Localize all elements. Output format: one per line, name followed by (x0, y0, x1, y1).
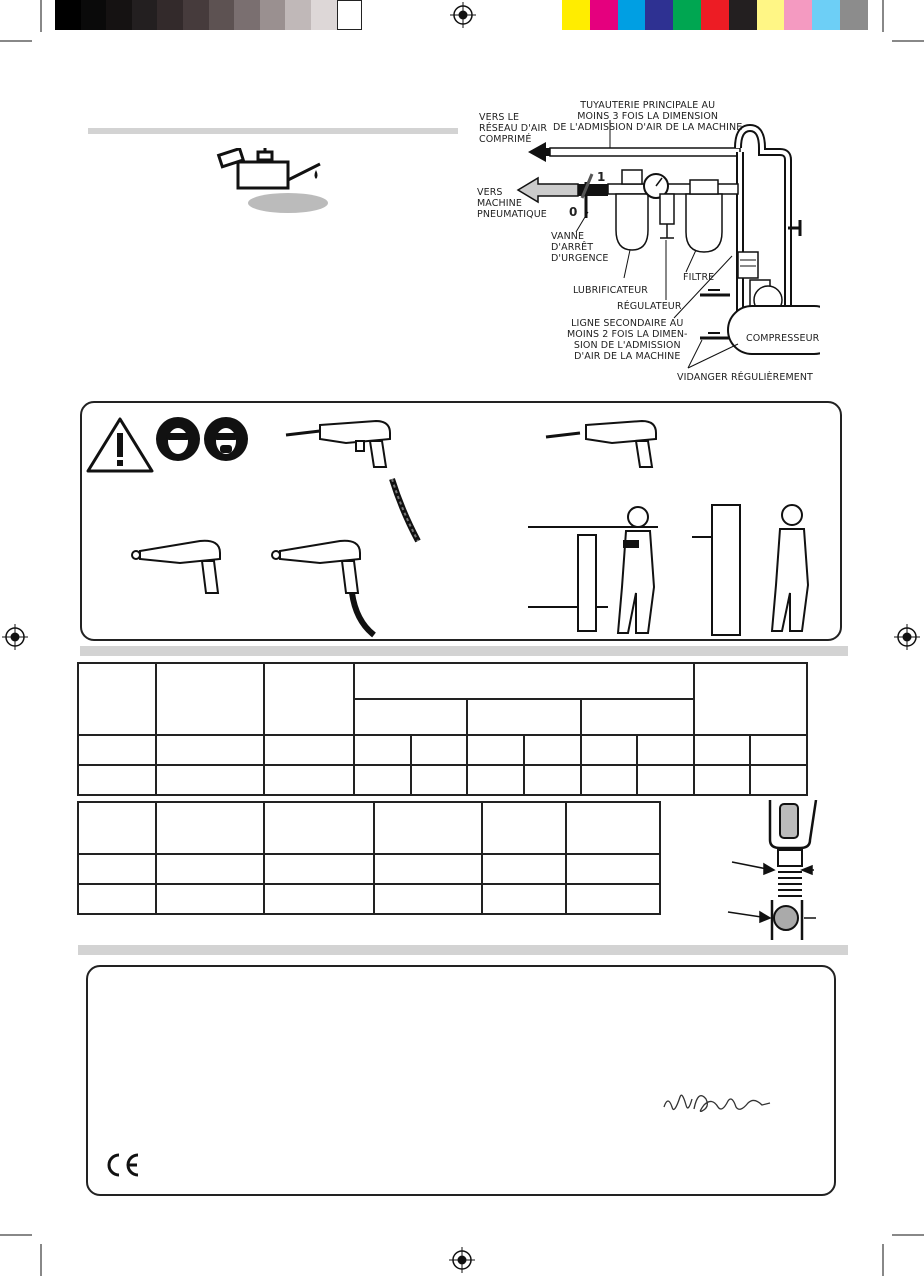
label-emergency-valve: VANNE D'ARRÊT D'URGENCE (551, 231, 609, 264)
label-lubricator: LUBRIFICATEUR (573, 285, 649, 296)
spec-table-1 (77, 662, 808, 796)
oil-section-rule (88, 128, 458, 134)
oil-can-icon (212, 148, 342, 218)
label-to-machine: VERS MACHINE PNEUMATIQUE (477, 187, 547, 220)
label-position-off: 0 (569, 205, 578, 219)
signature-image (658, 1085, 778, 1125)
spec-section-rule (80, 646, 848, 656)
declaration-section-rule (78, 945, 848, 955)
safety-illustrations (80, 401, 840, 641)
label-drain: VIDANGER RÉGULIÈREMENT (677, 372, 813, 383)
label-position-on: 1 (597, 170, 606, 184)
declaration-panel (86, 965, 836, 1196)
spec-table-2 (77, 801, 661, 915)
label-secondary-line: LIGNE SECONDAIRE AU MOINS 2 FOIS LA DIMEN- SION DE L'ADMISSION D'AIR DE LA MACHINE (567, 318, 688, 362)
label-main-pipe: TUYAUTERIE PRINCIPALE AU MOINS 3 FOIS LA DIMENSION DE L'ADMISSION D'AIR DE LA MACHINE (553, 100, 743, 133)
label-to-network: VERS LE RÉSEAU D'AIR COMPRIMÉ (479, 112, 548, 145)
hose-fitting-diagram (720, 800, 830, 940)
label-regulator: RÉGULATEUR (617, 301, 682, 312)
ce-mark-icon (102, 1152, 142, 1178)
label-compressor: COMPRESSEUR (746, 333, 820, 344)
label-filter: FILTRE (683, 272, 715, 283)
